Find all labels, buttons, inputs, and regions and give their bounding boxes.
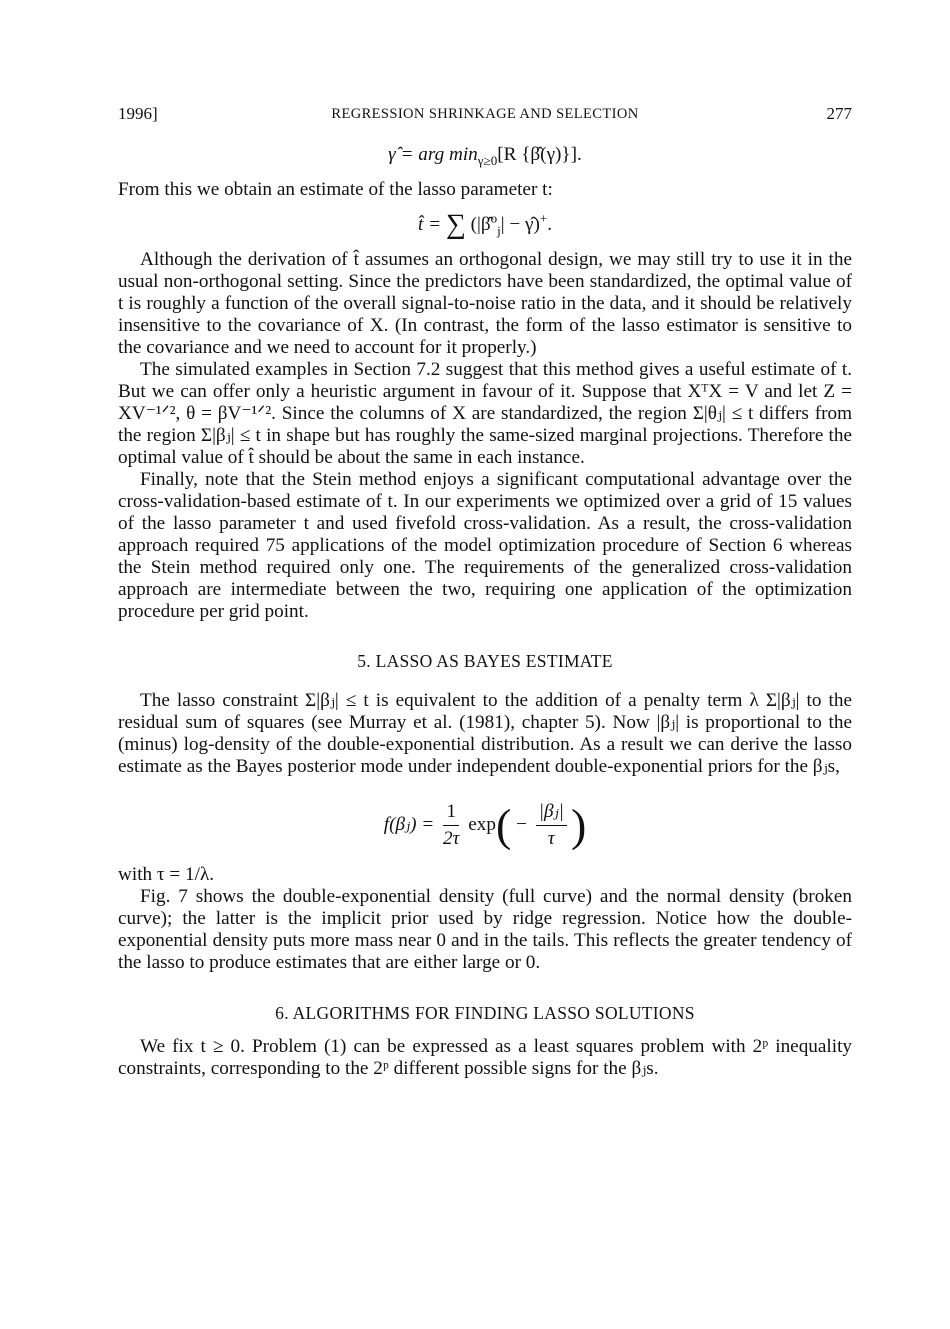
summation-symbol: ∑ (445, 209, 466, 240)
eq-t-dot: . (547, 214, 553, 235)
equation-gamma-hat (118, 144, 852, 166)
eq-f-exp: exp (468, 814, 496, 835)
eq-f-num2: |βⱼ| (536, 799, 567, 826)
paragraph-orthogonal-design: Although the derivation of t̂ assumes an orthogonal design, we may still try to use it in the usual non-orthogonal setting. Since the predictors have been standardized, the optimal value of t is roughly a function of the overall signal-to-noise ratio in the data, and it should be relatively insensitive to the covariance of X. (In contrast, the form of the lasso estimator is sensitive to the covariance and we need to account for it properly.) (118, 249, 852, 358)
fraction-beta-over-tau (536, 799, 567, 852)
section-heading-5: 5. LASSO AS BAYES ESTIMATE (357, 651, 613, 671)
paragraph-tau-definition: with τ = 1/λ. (118, 864, 215, 885)
equation-t-hat (118, 209, 852, 240)
paragraph-stein-advantage: Finally, note that the Stein method enjoys a significant computational advantage over the cross-validation-based estimate of t. In our experiments we optimized over a grid of 15 values of the lasso parameter t and used fivefold cross-validation. As a result, the cross-validation approach required 75 applications of the model optimization procedure of Section 6 whereas the Stein method required only one. The requirements of the generalized cross-validation approach are intermediate between the two, requiring one application of the optimization procedure per grid point. (118, 469, 852, 622)
header-year: 1996] (118, 104, 158, 123)
eq-t-lhs: t̂ = (417, 214, 442, 235)
eq-gamma-rest: [R {β̂(γ)}]. (497, 144, 582, 165)
paragraph-algorithms: We fix t ≥ 0. Problem (1) can be expressed as a least squares problem with 2ᵖ inequality constraints, corresponding to the 2ᵖ different possible signs for the βⱼs. (118, 1036, 852, 1079)
eq-f-minus: − (516, 814, 527, 835)
eq-f-den2: τ (547, 828, 555, 850)
eq-gamma-main: γ̂ = arg min (388, 144, 478, 165)
paren-open-icon: ( (496, 799, 512, 851)
eq-t-plus: + (539, 210, 548, 226)
eq-f-num1: 1 (443, 799, 459, 826)
eq-t-end: | − γ̂) (500, 214, 540, 235)
eq-t-rhs: (|β̂ (470, 214, 491, 235)
page-number: 277 (826, 104, 852, 123)
paragraph-simulated-examples: The simulated examples in Section 7.2 suggest that this method gives a useful estimate of t. But we can offer only a heuristic argument in favour of it. Suppose that XᵀX = V and let Z = XV⁻¹ᐟ², θ = βV⁻¹ᐟ². Since the columns of X are standardized, the region Σ|θⱼ| ≤ t differs from the region Σ|βⱼ| ≤ t in shape but has roughly the same-sized marginal projections. Therefore the optimal value of t̂ should be about the same in each instance. (118, 359, 852, 468)
running-header (118, 104, 852, 128)
paragraph-fig7: Fig. 7 shows the double-exponential density (full curve) and the normal density (broken curve); the latter is the implicit prior used by ridge regression. Notice how the double-exponential density puts more mass near 0 and in the tails. This reflects the greater tendency of the lasso to produce estimates that are either large or 0. (118, 886, 852, 973)
eq-f-den1: 2τ (443, 828, 460, 850)
equation-double-exponential (118, 792, 852, 858)
page-body (118, 142, 852, 1080)
eq-gamma-sub: γ≥0 (477, 152, 498, 168)
section-heading-6: 6. ALGORITHMS FOR FINDING LASSO SOLUTIONS (275, 1003, 695, 1023)
eq-f-lhs: f(βⱼ) = (383, 814, 435, 835)
paragraph-estimate-intro: From this we obtain an estimate of the lasso parameter t: (118, 179, 553, 200)
eq-t-sub: j (497, 222, 501, 238)
header-title: REGRESSION SHRINKAGE AND SELECTION (331, 106, 639, 122)
paren-close-icon: ) (570, 799, 587, 851)
fraction-one-over-two-tau (443, 799, 459, 852)
eq-t-sup: o (490, 210, 498, 226)
paragraph-lasso-constraint: The lasso constraint Σ|βⱼ| ≤ t is equivalent to the addition of a penalty term λ Σ|βⱼ| to the residual sum of squares (see Murray et al. (1981), chapter 5). Now |βⱼ| is proportional to the (minus) log-density of the double-exponential distribution. As a result we can derive the lasso estimate as the Bayes posterior mode under independent double-exponential priors for the βⱼs, (118, 690, 852, 777)
